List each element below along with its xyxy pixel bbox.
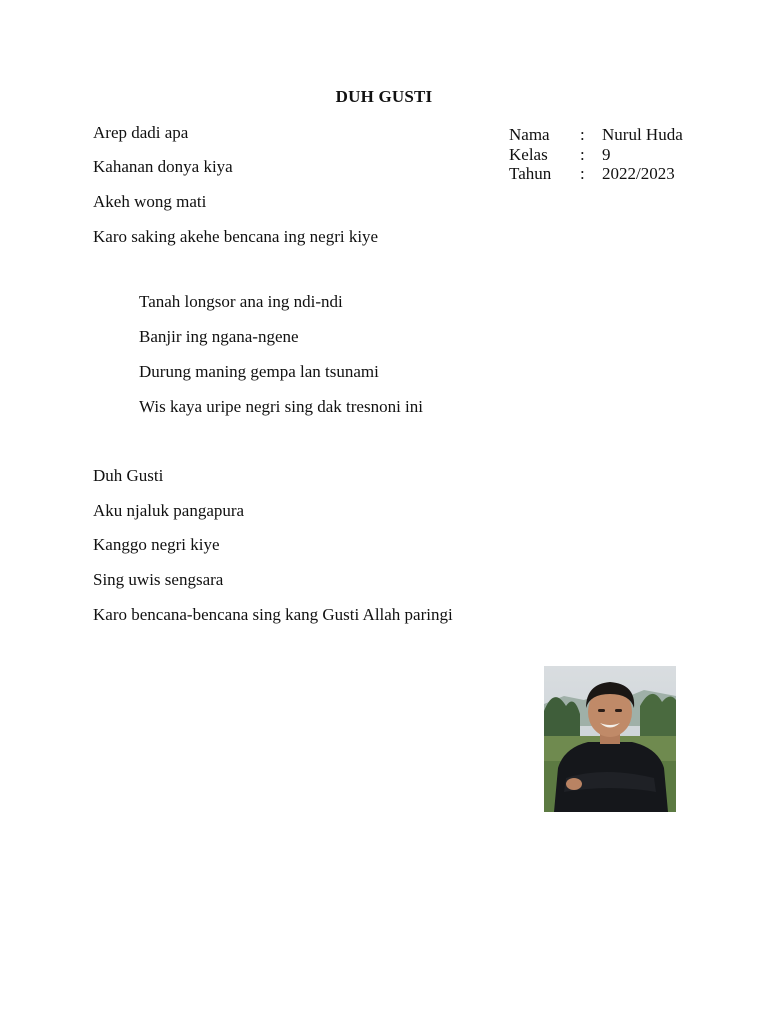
stanza3-line: Sing uwis sengsara	[93, 570, 224, 589]
info-colon: :	[580, 125, 585, 144]
info-label: Kelas	[509, 144, 548, 164]
info-value: 9	[602, 144, 611, 164]
stanza2-line: Tanah longsor ana ing ndi-ndi	[139, 292, 343, 311]
stanza3-line: Karo bencana-bencana sing kang Gusti Allah paringi	[93, 605, 453, 624]
author-info	[509, 125, 683, 184]
student-photo	[544, 666, 676, 812]
info-label: Nama	[509, 125, 550, 144]
stanza1-line: Karo saking akehe bencana ing negri kiye	[93, 227, 379, 246]
info-row-nama	[509, 125, 683, 145]
stanza1-line: Kahanan donya kiya	[93, 157, 233, 176]
info-colon: :	[580, 144, 585, 164]
info-row-kelas	[509, 145, 683, 165]
info-value: Nurul Huda	[602, 125, 683, 144]
info-label: Tahun	[509, 164, 552, 183]
stanza2-line: Wis kaya uripe negri sing dak tresnoni ini	[139, 397, 424, 416]
stanza2-line: Banjir ing ngana-ngene	[139, 327, 299, 346]
stanza3-line: Kanggo negri kiye	[93, 535, 220, 554]
stanza1-line: Arep dadi apa	[93, 123, 189, 142]
stanza1-line: Akeh wong mati	[93, 192, 207, 211]
stanza3-line: Aku njaluk pangapura	[93, 501, 245, 520]
info-row-tahun	[509, 164, 683, 184]
poem-title: DUH GUSTI	[335, 87, 433, 106]
student-portrait-icon	[544, 666, 676, 812]
stanza3-line: Duh Gusti	[93, 466, 164, 485]
info-value: 2022/2023	[602, 164, 675, 183]
stanza2-line: Durung maning gempa lan tsunami	[139, 362, 379, 381]
info-colon: :	[580, 164, 585, 183]
